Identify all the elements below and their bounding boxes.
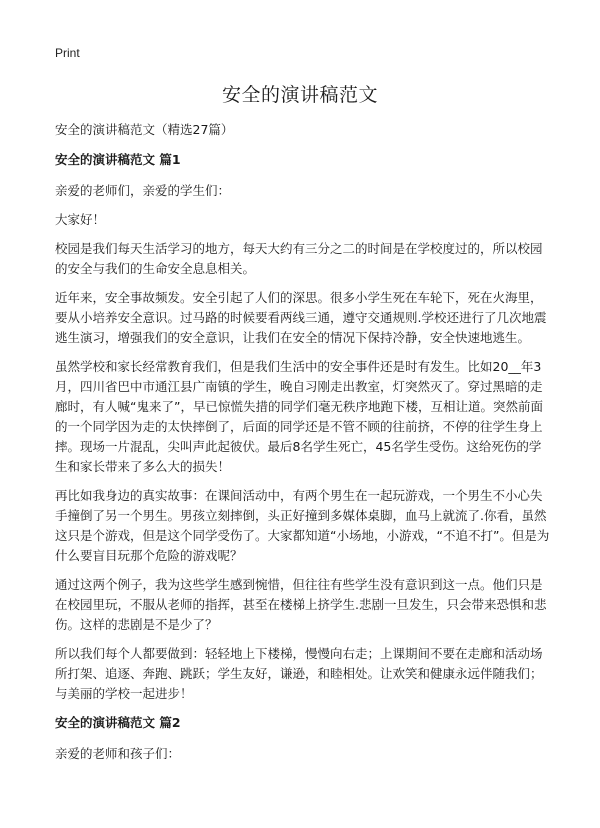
paragraph-greeting-2: 亲爱的老师和孩子们： [55, 746, 181, 761]
section-heading-2: 安全的演讲稿范文 篇2 [55, 715, 181, 730]
paragraph-conclusion: 所以我们每个人都要做到：轻轻地上下楼梯，慢慢向右走；上课期间不要在走廊和活动场所打架、追逐、奔跑、跳跃；学生友好，谦逊，和睦相处。让欢笑和健康永远伴随我们；与美丽的学校一起进步！ [55, 646, 543, 701]
paragraph-incident: 虽然学校和家长经常教育我们，但是我们生活中的安全事件还是时有发生。比如20__年3月，四川省巴中市通江县广南镇的学生，晚自习刚走出教室，灯突然灭了。穿过黑暗的走廊时，有人喊“鬼来了”，早已惊慌失措的同学们毫无秩序地跑下楼，互相让道。突然前面的一个同学因为走的太快摔倒了，后面的同学还是不管不顾的往前挤，不停的往学生身上摔。现场一片混乱，尖叫声此起彼伏。最后8名学生死亡，45名学生受伤。这给死伤的学生和家长带来了多么大的损失！ [55, 359, 543, 474]
paragraph-true-story: 再比如我身边的真实故事：在课间活动中，有两个男生在一起玩游戏，一个男生不小心失手撞倒了另一个男生。男孩立刻摔倒，头正好撞到多媒体桌脚，血马上就流了.你看，虽然这只是个游戏，但是这个同学受伤了。大家都知道“小场地，小游戏，“不追不打”。但是为什么要盲目玩那个危险的游戏呢？ [55, 488, 550, 563]
document-subtitle: 安全的演讲稿范文（精选27篇） [55, 122, 234, 137]
paragraph-campus: 校园是我们每天生活学习的地方，每天大约有三分之二的时间是在学校度过的，所以校园的安全与我们的生命安全息息相关。 [55, 241, 543, 276]
paragraph-recent-years: 近年来，安全事故频发。安全引起了人们的深思。很多小学生死在车轮下，死在火海里，要从小培养安全意识。过马路的时候要看两线三通，遵守交通规则.学校还进行了几次地震逃生演习，增强我们的安全意识，让我们在安全的情况下保持冷静，安全快速地逃生。 [55, 290, 547, 345]
paragraph-greeting: 亲爱的老师们，亲爱的学生们： [55, 183, 231, 198]
document-body [55, 120, 550, 773]
section-heading-1: 安全的演讲稿范文 篇1 [55, 152, 181, 167]
page-title: 安全的演讲稿范文 [221, 84, 378, 106]
paragraph-examples: 通过这两个例子，我为这些学生感到惋惜，但往往有些学生没有意识到这一点。他们只是在校园里玩，不服从老师的指挥，甚至在楼梯上挤学生.悲剧一旦发生，只会带来恐惧和悲伤。这样的悲剧是不是少了？ [55, 577, 547, 632]
print-button[interactable]: Print [55, 46, 80, 60]
paragraph-hello: 大家好！ [55, 212, 106, 227]
